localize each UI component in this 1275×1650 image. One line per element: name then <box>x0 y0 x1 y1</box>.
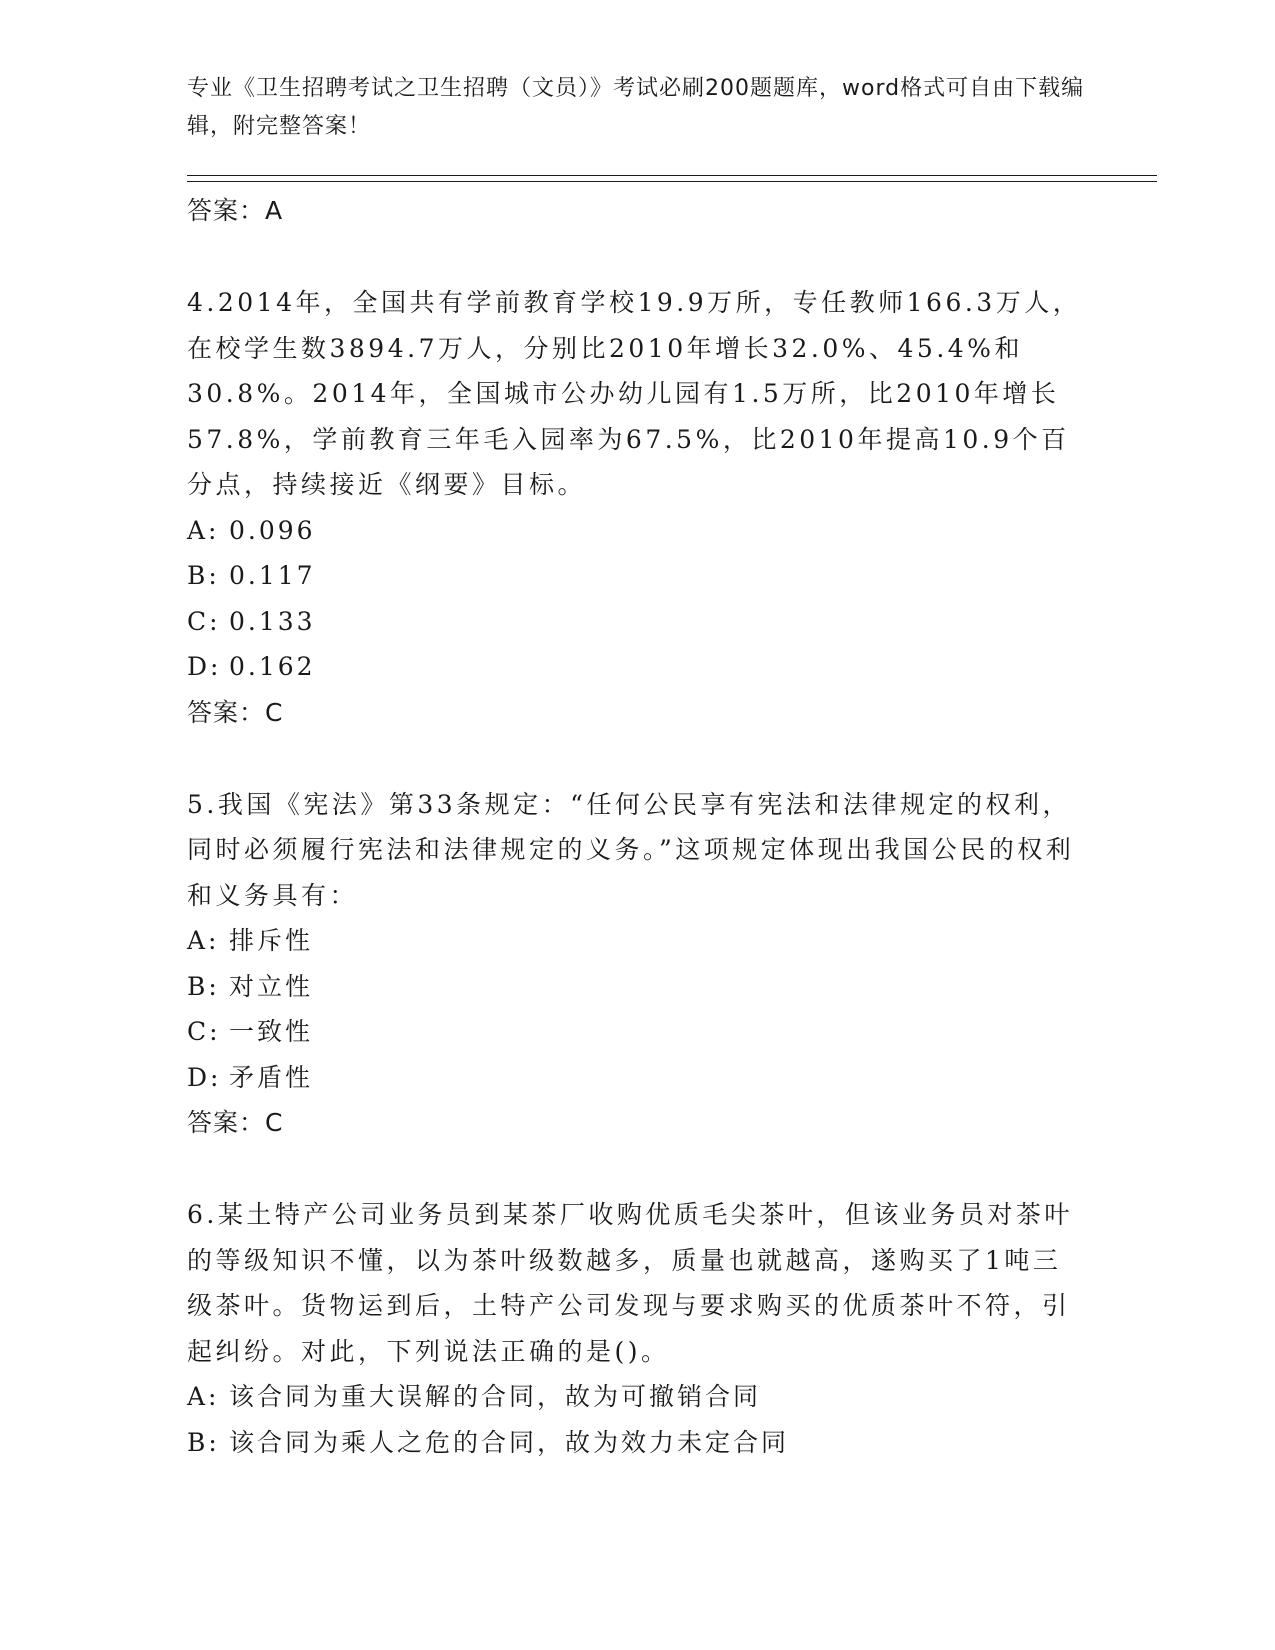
option-letter: D: <box>187 652 222 681</box>
option-letter: B: <box>187 1427 220 1457</box>
header-divider-bottom <box>187 181 1157 182</box>
option-text: 该合同为重大误解的合同，故为可撤销合同 <box>229 1382 762 1411</box>
option-letter: A: <box>187 1382 220 1411</box>
option-d <box>187 644 1087 690</box>
header-divider-top <box>187 175 1157 176</box>
answer-line: 答案：C <box>187 697 284 727</box>
option-a <box>187 1374 1087 1420</box>
option-text: 0.133 <box>229 606 316 636</box>
option-text: 该合同为乘人之危的合同，故为效力未定合同 <box>229 1427 790 1457</box>
option-letter: A: <box>187 926 220 955</box>
option-b <box>187 964 1087 1010</box>
answer-line: 答案：C <box>187 1108 284 1137</box>
question-6 <box>187 1192 1087 1465</box>
option-text: 0.162 <box>229 652 316 681</box>
option-a <box>187 508 1087 554</box>
option-letter: C: <box>187 1017 221 1046</box>
option-c <box>187 1009 1087 1055</box>
option-letter: B: <box>187 561 220 590</box>
option-text: 矛盾性 <box>229 1062 314 1092</box>
option-a <box>187 918 1087 964</box>
option-b <box>187 1420 1087 1466</box>
question-4 <box>187 280 1087 736</box>
option-letter: A: <box>187 515 220 545</box>
option-text: 排斥性 <box>229 926 314 955</box>
option-c <box>187 599 1087 645</box>
question-stem: 5.我国《宪法》第33条规定：“任何公民享有宪法和法律规定的权利，同时必须履行宪法和法律规定的义务。”这项规定体现出我国公民的权利和义务具有： <box>187 789 1075 910</box>
question-stem: 6.某土特产公司业务员到某茶厂收购优质毛尖茶叶，但该业务员对茶叶的等级知识不懂，以为茶叶级数越多，质量也就越高，遂购买了1吨三级茶叶。货物运到后，土特产公司发现与要求购买的优质茶叶不符，引起纠纷。对此，下列说法正确的是()。 <box>187 1200 1073 1366</box>
option-text: 0.096 <box>229 515 316 545</box>
option-letter: C: <box>187 606 221 636</box>
document-header <box>187 70 1087 146</box>
document-body <box>187 188 1087 1465</box>
option-b <box>187 553 1087 599</box>
option-d <box>187 1055 1087 1101</box>
answer-line: 答案：A <box>187 196 284 225</box>
question-stem: 4.2014年，全国共有学前教育学校19.9万所，专任教师166.3万人，在校学生数3894.7万人，分别比2010年增长32.0%、45.4%和30.8%。2014年，全国城市公办幼儿园有1.5万所，比2010年增长57.8%，学前教育三年毛入园率为67.5%，比2010年提高10.9个百分点，持续接近《纲要》目标。 <box>187 288 1082 499</box>
header-title: 专业《卫生招聘考试之卫生招聘（文员）》考试必刷200题题库，word格式可自由下载编辑，附完整答案！ <box>187 76 1085 139</box>
option-letter: B: <box>187 971 220 1001</box>
question-5 <box>187 782 1087 1147</box>
option-text: 0.117 <box>229 561 316 590</box>
option-text: 一致性 <box>229 1017 314 1046</box>
option-text: 对立性 <box>229 971 314 1001</box>
option-letter: D: <box>187 1062 222 1092</box>
